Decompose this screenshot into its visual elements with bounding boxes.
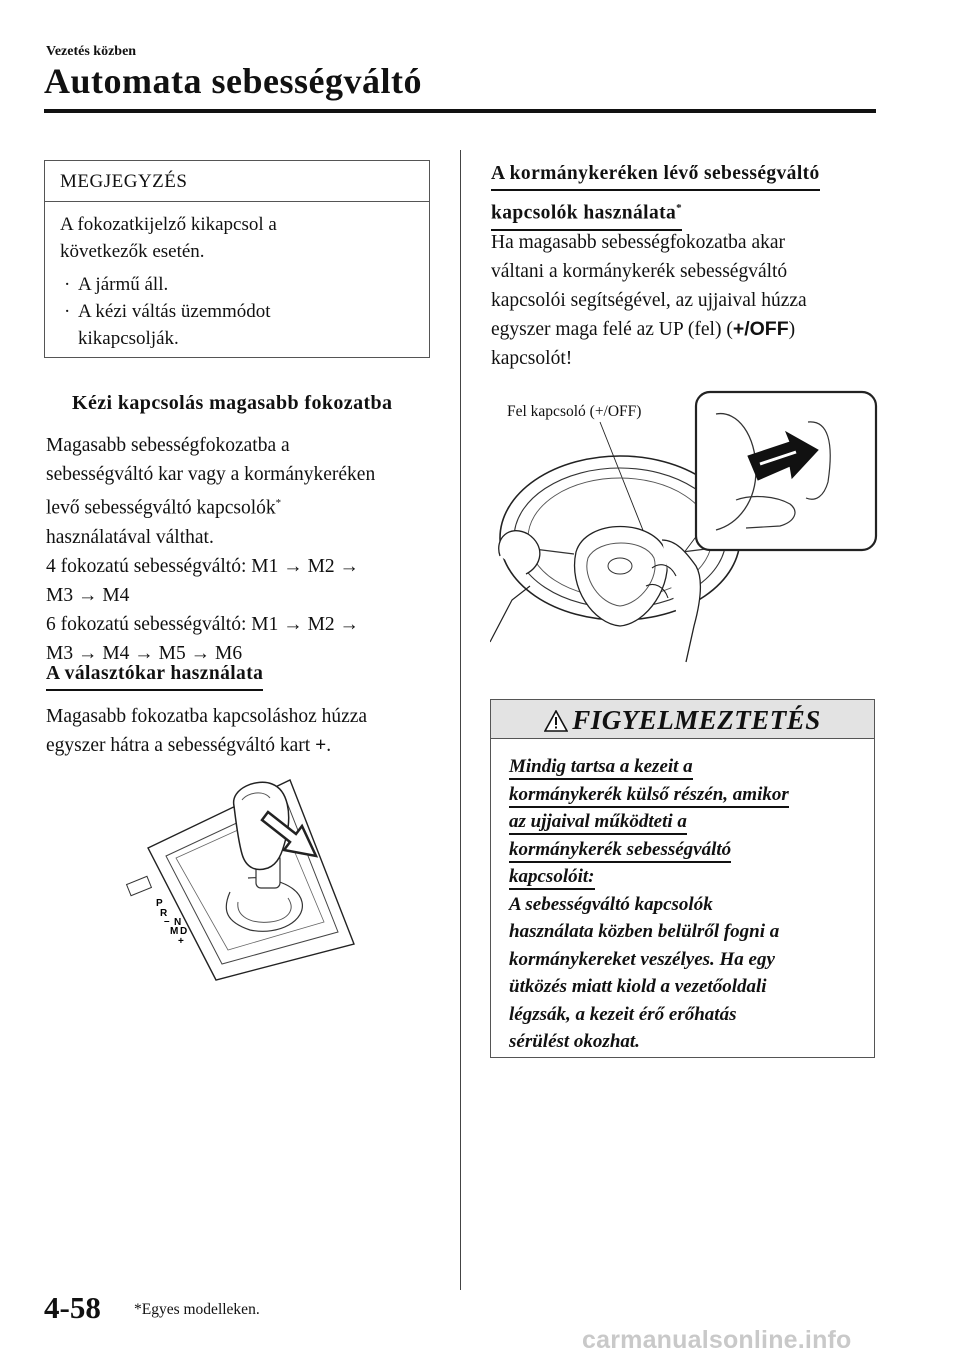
warning-header	[491, 700, 874, 739]
note-intro-line: következők esetén.	[60, 241, 205, 262]
paragraph-line: M3 → M4 → M5 → M6	[46, 642, 243, 664]
steering-wheel-illustration	[490, 390, 880, 665]
warning-line: ütközés miatt kiold a vezetőoldali	[509, 976, 767, 997]
gear-letter-n: N	[174, 917, 182, 928]
paragraph-line: Magasabb sebességfokozatba a	[46, 435, 290, 456]
paragraph-line: kapcsolói segítségével, az ujjaival húzza	[491, 290, 807, 311]
page-number: 4-58	[44, 1290, 101, 1325]
paddle-heading-line	[491, 195, 682, 231]
plus-symbol: +	[315, 735, 327, 756]
paragraph-line: használatával válthat.	[46, 526, 214, 548]
warning-heading: FIGYELMEZTETÉS	[572, 705, 821, 735]
note-intro-line: A fokozatkijelző kikapcsol a	[60, 214, 277, 235]
paragraph-line-text: )	[788, 319, 796, 340]
warning-line: kormánykerék sebességváltó	[509, 836, 858, 864]
note-bullet-list	[60, 271, 415, 352]
note-box	[44, 160, 430, 358]
paragraph-line: kapcsolót!	[491, 348, 573, 369]
up-off-symbol: +/OFF	[732, 318, 789, 340]
footnote-asterisk: *	[275, 497, 282, 509]
section-label: Vezetés közben	[46, 44, 137, 59]
selector-heading-wrap	[46, 660, 263, 691]
paragraph-line-text: egyszer hátra a sebességváltó kart	[46, 735, 311, 756]
warning-line: Mindig tartsa a kezeit a	[509, 753, 858, 781]
paragraph-line	[46, 489, 446, 523]
warning-line: A sebességváltó kapcsolók	[509, 893, 713, 915]
paddle-heading-text: kapcsolók használata	[491, 202, 677, 224]
gear-letter-r: R	[160, 908, 168, 919]
gear-letter-minus: –	[164, 916, 170, 927]
column-divider	[460, 150, 461, 1290]
warning-line: az ujjaival működteti a	[509, 808, 858, 836]
warning-line: használata közben belülről fogni a	[509, 921, 780, 942]
warning-triangle-icon	[544, 710, 568, 732]
period: .	[326, 735, 332, 756]
paragraph-line: M3 → M4	[46, 584, 130, 606]
paddle-heading-line: A kormánykeréken lévő sebességváltó	[491, 160, 820, 191]
note-bullet-text: A kézi váltás üzemmódot	[78, 301, 271, 322]
bullet-dot: ·	[64, 301, 71, 322]
warning-line: sérülést okozhat.	[509, 1031, 640, 1052]
note-body	[45, 202, 429, 352]
page-title: Automata sebességváltó	[44, 61, 422, 101]
paragraph-line-text: levő sebességváltó kapcsolók	[46, 497, 276, 519]
paragraph-line: váltani a kormánykerék sebességváltó	[491, 261, 788, 282]
manual-upshift-paragraph	[46, 431, 446, 668]
paragraph-line: Ha magasabb sebességfokozatba akar	[491, 232, 785, 253]
paragraph-line: Magasabb fokozatba kapcsoláshoz húzza	[46, 706, 368, 727]
footnote-asterisk: *	[676, 202, 683, 214]
note-bullet	[60, 271, 415, 298]
title-rule	[44, 109, 876, 113]
paragraph-line: sebességváltó kar vagy a kormánykeréken	[46, 464, 376, 485]
paddle-heading	[491, 160, 871, 235]
gear-letter-p: P	[156, 898, 163, 909]
note-bullet-text: A jármű áll.	[78, 274, 169, 295]
paddle-paragraph	[491, 228, 871, 373]
note-bullet	[60, 298, 415, 325]
paddle-callout-label: Fel kapcsoló (+/OFF)	[507, 403, 642, 420]
warning-line: légzsák, a kezeit érő erőhatás	[509, 1003, 737, 1025]
warning-box	[490, 699, 875, 1058]
gear-lever-illustration	[118, 772, 368, 987]
gear-letter-m: M	[170, 926, 179, 937]
warning-line: kapcsolóit:	[509, 863, 858, 891]
note-heading: MEGJEGYZÉS	[45, 161, 429, 202]
selector-paragraph	[46, 702, 446, 760]
manual-upshift-heading: Kézi kapcsolás magasabb fokozatba	[72, 392, 393, 414]
paragraph-line	[491, 315, 871, 344]
warning-body	[491, 739, 874, 1056]
paragraph-line	[46, 731, 446, 760]
selector-lever-heading: A választókar használata	[46, 660, 263, 691]
footnote: *Egyes modelleken.	[134, 1301, 260, 1318]
paragraph-line: 6 fokozatú sebességváltó: M1 → M2 →	[46, 613, 360, 635]
bullet-dot: ·	[64, 274, 71, 295]
paragraph-line-text: egyszer maga felé az UP (fel) (	[491, 319, 733, 340]
gear-letter-d: D	[180, 926, 188, 937]
watermark-link[interactable]: carmanualsonline.info	[582, 1326, 852, 1354]
gear-letter-plus: +	[178, 936, 184, 947]
note-bullet-text: kikapcsolják.	[78, 328, 179, 349]
note-bullet-continuation	[60, 325, 415, 352]
paragraph-line: 4 fokozatú sebességváltó: M1 → M2 →	[46, 555, 360, 577]
warning-line: kormánykerék külső részén, amikor	[509, 781, 858, 809]
warning-line: kormánykereket veszélyes. Ha egy	[509, 948, 775, 970]
